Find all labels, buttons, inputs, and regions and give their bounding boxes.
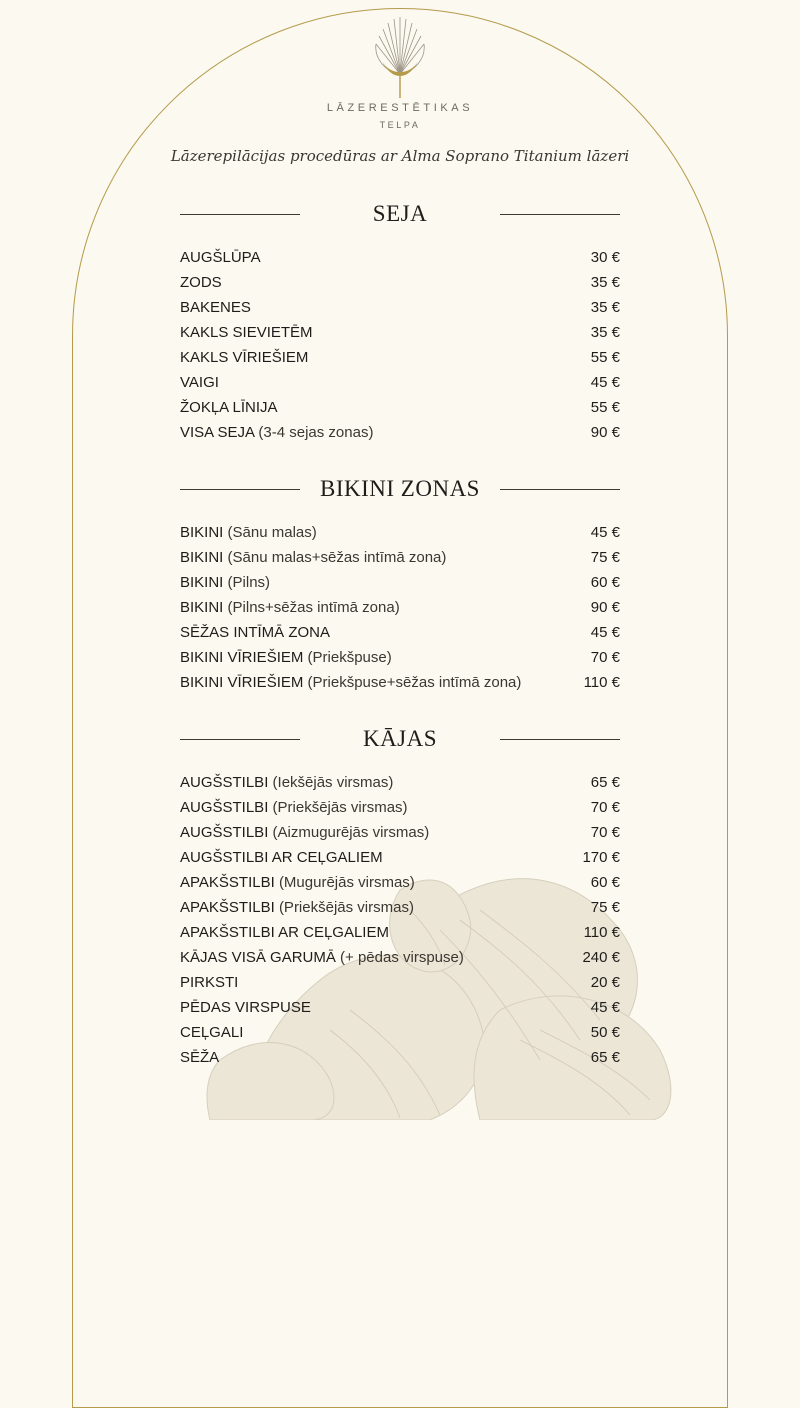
item-note: (Pilns+sēžas intīmā zona)	[227, 599, 400, 616]
item-price: 60 €	[590, 874, 620, 891]
item-price: 55 €	[590, 349, 620, 366]
price-row	[180, 345, 620, 370]
item-price: 60 €	[590, 574, 620, 591]
price-row	[180, 645, 620, 670]
item-name: AUGŠSTILBI	[180, 799, 269, 816]
item-price: 45 €	[590, 999, 620, 1016]
item-note: (Priekšējās virsmas)	[278, 899, 414, 916]
item-label	[180, 874, 415, 891]
price-row	[180, 245, 620, 270]
item-price: 240 €	[582, 949, 620, 966]
item-price: 45 €	[590, 374, 620, 391]
item-name: PIRKSTI	[180, 974, 239, 991]
item-price: 45 €	[590, 524, 620, 541]
item-label	[180, 1024, 243, 1041]
item-name: VAIGI	[180, 374, 219, 391]
item-name: BAKENES	[180, 299, 251, 316]
price-row	[180, 845, 620, 870]
item-name: BIKINI	[180, 599, 224, 616]
item-label	[180, 549, 446, 566]
item-name: AUGŠLŪPA	[180, 249, 261, 266]
item-name: APAKŠSTILBI	[180, 899, 275, 916]
price-row	[180, 945, 620, 970]
item-name: BIKINI	[180, 524, 224, 541]
item-label	[180, 274, 222, 291]
item-label	[180, 799, 408, 816]
item-price: 90 €	[590, 424, 620, 441]
item-name: SĒŽAS INTĪMĀ ZONA	[180, 624, 331, 641]
section-header-kajas	[180, 724, 620, 754]
price-row	[180, 395, 620, 420]
item-label	[180, 324, 313, 341]
price-row	[180, 570, 620, 595]
item-label	[180, 1049, 219, 1066]
price-row	[180, 920, 620, 945]
item-name: BIKINI VĪRIEŠIEM	[180, 674, 304, 691]
item-note: (Sānu malas+sēžas intīmā zona)	[227, 549, 447, 566]
price-row	[180, 770, 620, 795]
item-label	[180, 899, 414, 916]
section-header-bikini-zonas	[180, 474, 620, 504]
item-price: 70 €	[590, 649, 620, 666]
price-row	[180, 270, 620, 295]
price-row	[180, 1020, 620, 1045]
item-label	[180, 299, 251, 316]
price-row	[180, 820, 620, 845]
item-price: 35 €	[590, 274, 620, 291]
divider-left	[180, 739, 300, 740]
item-name: CEĻGALI	[180, 1024, 244, 1041]
item-price: 30 €	[590, 249, 620, 266]
item-price: 170 €	[582, 849, 620, 866]
item-name: BIKINI	[180, 549, 224, 566]
item-price: 70 €	[590, 824, 620, 841]
item-price: 55 €	[590, 399, 620, 416]
item-name: KAKLS VĪRIEŠIEM	[180, 349, 309, 366]
item-name: ZODS	[180, 274, 222, 291]
price-row	[180, 1045, 620, 1070]
item-label	[180, 999, 311, 1016]
item-name: SĒŽA	[180, 1049, 220, 1066]
item-price: 20 €	[590, 974, 620, 991]
item-label	[180, 349, 308, 366]
item-name: AUGŠSTILBI	[180, 774, 269, 791]
price-list-seja	[180, 245, 620, 445]
item-price: 110 €	[583, 924, 620, 941]
item-name: AUGŠSTILBI AR CEĻGALIEM	[180, 849, 383, 866]
divider-right	[500, 489, 620, 490]
item-note: (Priekšpuse)	[307, 649, 392, 666]
section-title: KĀJAS	[362, 726, 438, 751]
price-row	[180, 970, 620, 995]
divider-right	[500, 214, 620, 215]
item-label	[180, 574, 270, 591]
price-row	[180, 620, 620, 645]
item-label	[180, 599, 400, 616]
item-label	[180, 649, 392, 666]
section-header-seja	[180, 199, 620, 229]
item-label	[180, 399, 278, 416]
item-note: (3-4 sejas zonas)	[258, 424, 374, 441]
price-list-bikini-zonas	[180, 520, 620, 695]
item-label	[180, 824, 429, 841]
price-row	[180, 370, 620, 395]
price-row	[180, 295, 620, 320]
menu-subtitle: Lāzerepilācijas procedūras ar Alma Soprano Titanium lāzeri	[170, 147, 630, 165]
item-label	[180, 249, 261, 266]
item-label	[180, 774, 393, 791]
item-price: 110 €	[583, 674, 620, 691]
price-row	[180, 870, 620, 895]
price-list-kajas	[180, 770, 620, 1070]
item-price: 50 €	[590, 1024, 620, 1041]
price-row	[180, 320, 620, 345]
divider-right	[500, 739, 620, 740]
price-row	[180, 545, 620, 570]
item-note: (+ pēdas virspuse)	[340, 949, 464, 966]
divider-left	[180, 214, 300, 215]
divider-left	[180, 489, 300, 490]
item-price: 35 €	[590, 299, 620, 316]
item-label	[180, 924, 389, 941]
item-name: BIKINI VĪRIEŠIEM	[180, 649, 304, 666]
item-label	[180, 849, 383, 866]
item-note: (Priekšējās virsmas)	[272, 799, 408, 816]
item-note: (Pilns)	[227, 574, 271, 591]
price-row	[180, 420, 620, 445]
item-label	[180, 949, 464, 966]
item-note: (Priekšpuse+sēžas intīmā zona)	[307, 674, 522, 691]
item-label	[180, 524, 317, 541]
price-row	[180, 795, 620, 820]
item-price: 90 €	[590, 599, 620, 616]
item-note: (Mugurējās virsmas)	[278, 874, 415, 891]
item-price: 75 €	[590, 899, 620, 916]
item-name: APAKŠSTILBI AR CEĻGALIEM	[180, 924, 389, 941]
item-price: 75 €	[590, 549, 620, 566]
item-label	[180, 424, 373, 441]
brand-subname: TELPA	[379, 120, 421, 130]
item-price: 65 €	[590, 774, 620, 791]
price-row	[180, 595, 620, 620]
item-price: 45 €	[590, 624, 620, 641]
price-row	[180, 895, 620, 920]
item-name: KAKLS SIEVIETĒM	[180, 324, 313, 341]
brand-name: LĀZERESTĒTIKAS	[326, 102, 474, 114]
item-note: (Iekšējās virsmas)	[272, 774, 394, 791]
item-name: AUGŠSTILBI	[180, 824, 269, 841]
section-title: SEJA	[372, 201, 428, 226]
price-row	[180, 995, 620, 1020]
item-label	[180, 624, 330, 641]
price-row	[180, 520, 620, 545]
item-name: PĒDAS VIRSPUSE	[180, 999, 311, 1016]
item-price: 70 €	[590, 799, 620, 816]
item-price: 65 €	[590, 1049, 620, 1066]
item-label	[180, 374, 219, 391]
item-label	[180, 674, 521, 691]
item-name: APAKŠSTILBI	[180, 874, 275, 891]
item-price: 35 €	[590, 324, 620, 341]
item-name: BIKINI	[180, 574, 224, 591]
price-row	[180, 670, 620, 695]
item-name: VISA SEJA	[180, 424, 255, 441]
item-name: ŽOKĻA LĪNIJA	[180, 399, 278, 416]
item-name: KĀJAS VISĀ GARUMĀ	[180, 949, 336, 966]
item-note: (Aizmugurējās virsmas)	[272, 824, 430, 841]
item-note: (Sānu malas)	[227, 524, 317, 541]
section-title: BIKINI ZONAS	[320, 476, 480, 501]
item-label	[180, 974, 238, 991]
palm-leaf-logo	[370, 14, 430, 100]
